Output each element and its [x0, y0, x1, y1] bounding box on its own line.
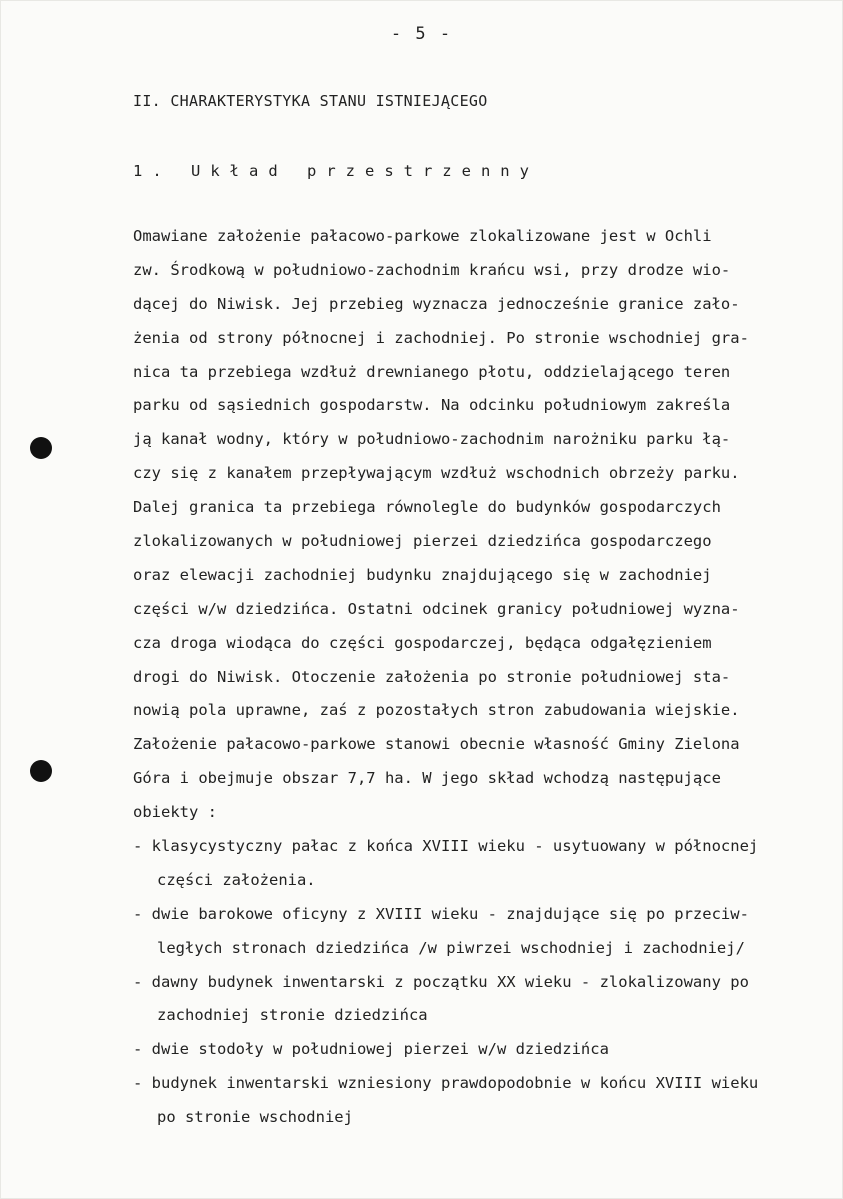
- list-item: [133, 966, 833, 1034]
- paragraph-line: ją kanał wodny, który w południowo-zachodnim narożniku parku łą-: [133, 430, 731, 449]
- paragraph: [133, 220, 833, 830]
- list-item-line: - klasycystyczny pałac z końca XVIII wieku - usytuowany w północnej: [133, 837, 759, 856]
- paragraph-line: zlokalizowanych w południowej pierzei dziedzińca gospodarczego: [133, 532, 712, 551]
- punch-hole: [30, 760, 52, 782]
- paragraph-line: oraz elewacji zachodniej budynku znajdującego się w zachodniej: [133, 565, 712, 584]
- paragraph-line: nowią pola uprawne, zaś z pozostałych stron zabudowania wiejskie.: [133, 701, 740, 720]
- list-item-line: części założenia.: [157, 870, 316, 889]
- list-item: [133, 1067, 833, 1135]
- list-item-line: - budynek inwentarski wzniesiony prawdopodobnie w końcu XVIII wieku: [133, 1074, 759, 1093]
- paragraph-line: czy się z kanałem przepływającym wzdłuż wschodnich obrzeży parku.: [133, 464, 740, 483]
- paragraph-line: Założenie pałacowo-parkowe stanowi obecnie własność Gminy Zielona: [133, 735, 740, 754]
- paragraph-line: cza droga wiodąca do części gospodarczej, będąca odgałęzieniem: [133, 633, 712, 652]
- list-item-line: - dawny budynek inwentarski z początku XX wieku - zlokalizowany po: [133, 972, 749, 991]
- list-item-line: - dwie barokowe oficyny z XVIII wieku - znajdujące się po przeciw-: [133, 904, 749, 923]
- punch-hole: [30, 437, 52, 459]
- paragraph-line: drogi do Niwisk. Otoczenie założenia po stronie południowej sta-: [133, 667, 731, 686]
- section-title: II. CHARAKTERYSTYKA STANU ISTNIEJĄCEGO: [133, 92, 488, 110]
- list-item: [133, 830, 833, 898]
- paragraph-line: Omawiane założenie pałacowo-parkowe zlokalizowane jest w Ochli: [133, 227, 712, 245]
- paragraph-line: Dalej granica ta przebiega równolegle do budynków gospodarczych: [133, 498, 721, 517]
- subsection-title: 1. Układ przestrzenny: [133, 162, 539, 180]
- body-text: [133, 220, 833, 1135]
- list-item-line: zachodniej stronie dziedzińca: [157, 1006, 428, 1025]
- list-item-line: po stronie wschodniej: [157, 1108, 353, 1127]
- list-item: [133, 898, 833, 966]
- paragraph-line: żenia od strony północnej i zachodniej. Po stronie wschodniej gra-: [133, 328, 749, 347]
- paragraph-line: Góra i obejmuje obszar 7,7 ha. W jego skład wchodzą następujące: [133, 769, 721, 788]
- paragraph-line: części w/w dziedzińca. Ostatni odcinek granicy południowej wyzna-: [133, 599, 740, 618]
- paragraph-line: dącej do Niwisk. Jej przebieg wyznacza jednocześnie granice zało-: [133, 294, 740, 313]
- list-item-line: - dwie stodoły w południowej pierzei w/w dziedzińca: [133, 1040, 609, 1059]
- list-item-line: ległych stronach dziedzińca /w piwrzei wschodniej i zachodniej/: [157, 938, 745, 957]
- paragraph-line: parku od sąsiednich gospodarstw. Na odcinku południowym zakreśla: [133, 396, 731, 415]
- paragraph-line: nica ta przebiega wzdłuż drewnianego płotu, oddzielającego teren: [133, 362, 731, 381]
- paragraph-line: obiekty :: [133, 803, 217, 822]
- object-list: [133, 830, 833, 1135]
- paragraph-line: zw. Środkową w południowo-zachodnim krańcu wsi, przy drodze wio-: [133, 260, 731, 279]
- page-number: - 5 -: [390, 24, 453, 44]
- list-item: [133, 1033, 833, 1067]
